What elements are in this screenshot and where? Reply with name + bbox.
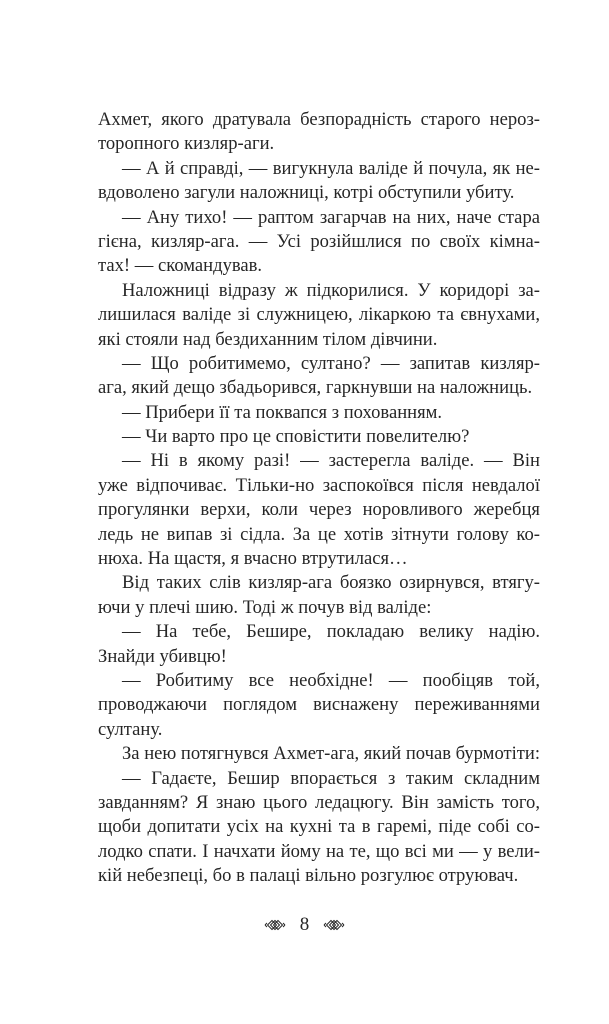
text-line: — Що робитимемо, султано? — запитав кизляр- [122,352,540,374]
text-line: торопного кизляр-аги. [98,133,275,155]
text-line: — Ану тихо! — раптом загарчав на них, наче стара [122,206,540,228]
text-line: уже відпочиває. Тільки-но заспокоївся після невдалої [98,474,540,496]
text-line: ючи у плечі шию. Тоді ж почув від валіде: [98,596,432,618]
text-line: ага, який дещо збадьорився, гаркнувши на наложниць. [98,377,533,399]
text-line: — Прибери її та поквапся з похованням. [122,401,443,423]
ornament-left-icon [264,919,286,931]
text-line: — Робитиму все необхідне! — пообіцяв той, [122,669,540,691]
text-line: тах! — скомандував. [98,255,263,277]
text-line: ледь не випав зі сідла. За це хотів зітнути голову ко- [98,523,540,545]
text-line: — Гадаєте, Бешир впорається з таким складним [122,767,540,789]
text-line: проводжаючи поглядом виснажену переживаннями [98,694,540,716]
text-line: вдоволено загули наложниці, котрі обступили убиту. [98,182,515,204]
text-line: кій небезпеці, бо в палаці вільно розгулює отруювач. [98,865,519,887]
text-line: прогулянки верхи, коли через норовливого жеребця [98,499,540,521]
text-line: щоби допитати усіх на кухні та в гаремі, піде собі со- [98,816,540,838]
text-line: Знайди убивцю! [98,645,227,667]
text-line: За нею потягнувся Ахмет-ага, який почав бурмотіти: [122,743,540,765]
text-line: — А й справді, — вигукнула валіде й почула, як не- [122,157,540,179]
text-line: султану. [98,718,163,740]
text-line: — Ні в якому разі! — застерегла валіде. — Він [122,450,540,472]
text-line: нюха. На щастя, я вчасно втрутилася… [98,548,408,570]
text-line: Від таких слів кизляр-ага боязко озирнувся, втягу- [122,572,540,594]
body-text [98,108,540,889]
text-line: Ахмет, якого дратувала безпорадність старого нероз- [98,109,540,130]
text-line: які стояли над бездиханним тілом дівчини. [98,328,438,350]
page-number: 8 [299,914,310,935]
text-line: — Чи варто про це сповістити повелителю? [122,426,470,448]
text-line: лишилася валіде зі служницею, лікаркою та євнухами, [98,304,540,326]
text-line: гієна, кизляр-ага. — Усі розійшлися по своїх кімна- [98,230,540,252]
text-line: — На тебе, Бешире, покладаю велику надію. [122,621,540,643]
text-line: лодко спати. І начхати йому на те, що всі ми — у вели- [98,840,540,862]
page-footer [0,912,609,938]
text-line: завданням? Я знаю цього ледацюгу. Він замість того, [98,791,540,813]
ornament-right-icon [323,919,345,931]
text-line: Наложниці відразу ж підкорилися. У коридорі за- [122,279,540,301]
